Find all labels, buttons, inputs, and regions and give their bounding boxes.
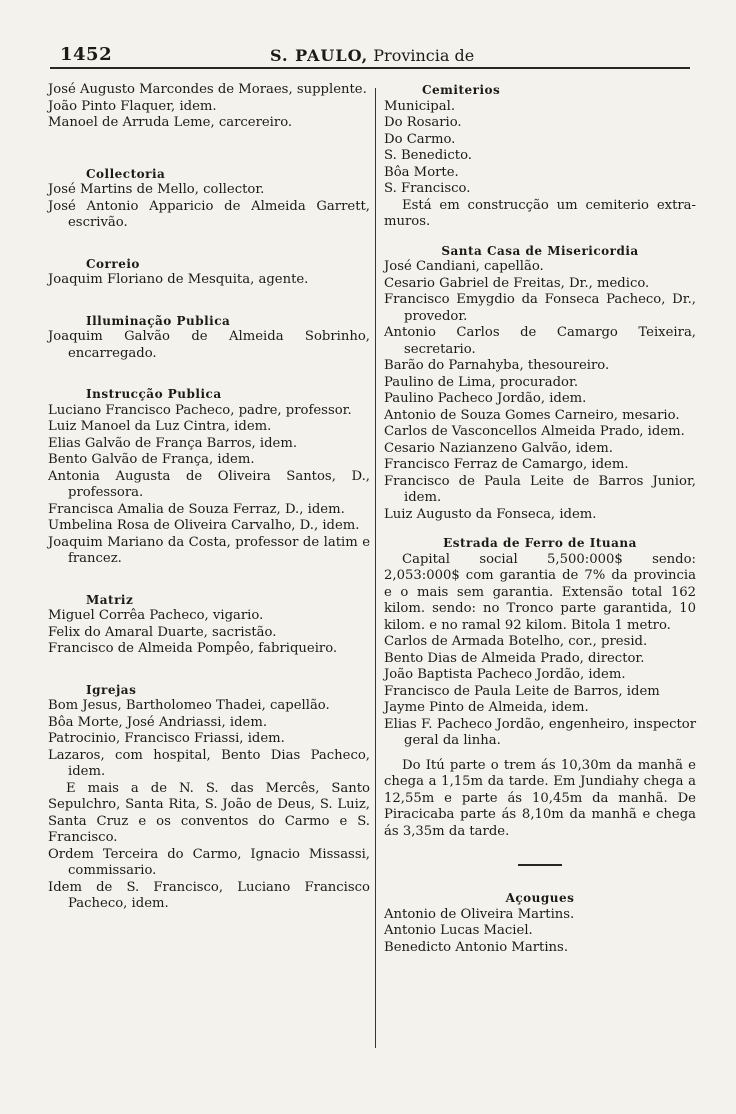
entry: Francisco Ferraz de Camargo, idem.	[384, 457, 629, 472]
section-heading-estrada: Estrada de Ferro de Ituana	[443, 536, 637, 550]
entry: Luciano Francisco Pacheco, padre, professor.	[48, 402, 352, 418]
entry: Carlos de Armada Botelho, cor., presid.	[384, 634, 648, 649]
entry: Elias F. Pacheco Jordão, engenheiro, inspector geral da linha.	[384, 716, 696, 748]
entry: João Pinto Flaquer, idem.	[48, 98, 217, 114]
paragraph: Do Itú parte o trem ás 10,30m da manhã e chega a 1,15m da tarde. Em Jundiahy chega a 12,55m e parte ás 10,45m da manhã. De Piracicaba parte ás 8,10m da manhã e chega ás 3,35m da tarde.	[384, 757, 696, 839]
section-heading-acougues: Açougues	[505, 891, 575, 905]
entry: Francisca Amalia de Souza Ferraz, D., idem.	[48, 501, 345, 517]
left-column	[48, 82, 370, 913]
entry: Umbelina Rosa de Oliveira Carvalho, D., idem.	[48, 518, 360, 533]
entry: Paulino de Lima, procurador.	[384, 374, 579, 390]
running-title	[270, 46, 474, 65]
entry: Barão do Parnahyba, thesoureiro.	[384, 358, 610, 373]
section-heading-igrejas: Igrejas	[86, 682, 137, 697]
entry: Joaquim Mariano da Costa, professor de latim e francez.	[48, 534, 370, 566]
entry: Antonio de Oliveira Martins.	[384, 906, 575, 922]
entry: Patrocinio, Francisco Friassi, idem.	[48, 731, 285, 746]
entry: Lazaros, com hospital, Bento Dias Pacheco, idem.	[48, 747, 370, 779]
entry: Cesario Gabriel de Freitas, Dr., medico.	[384, 275, 650, 291]
entry: Bom Jesus, Bartholomeo Thadei, capellão.	[48, 698, 330, 713]
entry: Bôa Morte, José Andriassi, idem.	[48, 714, 268, 730]
entry: Ordem Terceira do Carmo, Ignacio Missassi, commissario.	[48, 846, 370, 878]
page-number: 1452	[60, 44, 113, 65]
entry: Do Rosario.	[384, 115, 462, 130]
paragraph: Está em construcção um cemiterio extra-muros.	[384, 197, 696, 229]
entry: Paulino Pacheco Jordão, idem.	[384, 391, 587, 406]
section-heading-instrucao: Instrucção Publica	[86, 387, 222, 401]
column-divider	[375, 88, 376, 1048]
entry: Bento Dias de Almeida Prado, director.	[384, 650, 645, 666]
entry: Antonio Lucas Maciel.	[384, 923, 533, 938]
section-heading-collectoria: Collectoria	[86, 166, 166, 181]
entry: Municipal.	[384, 98, 456, 114]
entry: Francisco Emygdio da Fonseca Pacheco, Dr., provedor.	[384, 292, 696, 324]
entry: Jayme Pinto de Almeida, idem.	[384, 700, 589, 715]
entry: Cesario Nazianzeno Galvão, idem.	[384, 440, 613, 456]
entry: S. Benedicto.	[384, 148, 472, 163]
entry: Francisco de Almeida Pompêo, fabriqueiro.	[48, 641, 338, 656]
entry: José Antonio Apparicio de Almeida Garrett, escrivão.	[48, 198, 370, 230]
entry: José Martins de Mello, collector.	[48, 182, 265, 197]
entry: Felix do Amaral Duarte, sacristão.	[48, 624, 277, 640]
entry: Luiz Manoel da Luz Cintra, idem.	[48, 419, 272, 434]
entry: S. Francisco.	[384, 181, 471, 196]
entry: Bento Galvão de França, idem.	[48, 452, 255, 467]
entry: Antonio Carlos de Camargo Teixeira, secretario.	[384, 325, 696, 357]
entry: Do Carmo.	[384, 131, 456, 147]
section-heading-cemiterios: Cemiterios	[422, 83, 501, 97]
entry: Elias Galvão de França Barros, idem.	[48, 435, 298, 451]
entry: Francisco de Paula Leite de Barros Junior, idem.	[384, 473, 696, 505]
entry: José Augusto Marcondes de Moraes, supplente.	[48, 82, 367, 97]
page-header	[60, 44, 680, 68]
entry: José Candiani, capellão.	[384, 259, 544, 274]
entry: Joaquim Galvão de Almeida Sobrinho, encarregado.	[48, 329, 370, 361]
section-heading-iluminacao: Illuminação Publica	[86, 313, 231, 328]
running-title-rest: Provincia de	[373, 46, 475, 65]
entry: Miguel Corrêa Pacheco, vigario.	[48, 608, 264, 623]
entry: Carlos de Vasconcellos Almeida Prado, idem.	[384, 424, 685, 439]
header-rule	[50, 67, 690, 69]
entry: Idem de S. Francisco, Luciano Francisco Pacheco, idem.	[48, 879, 370, 911]
paragraph: Capital social 5,500:000$ sendo: 2,053:000$ com garantia de 7% da provincia e o mais sem garantia. Extensão total 162 kilom. sendo: no Tronco parte garantida, 10 kilom. e no ramal 92 kilom. Bitola 1 metro.	[384, 551, 696, 633]
entry: Francisco de Paula Leite de Barros, idem	[384, 683, 660, 699]
paragraph: E mais a de N. S. das Mercês, Santo Sepulchro, Santa Rita, S. João de Deus, S. Luiz, Santa Cruz e os conventos do Carmo e S. Francisco.	[48, 780, 370, 845]
section-heading-matriz: Matriz	[86, 592, 134, 607]
entry: Antonia Augusta de Oliveira Santos, D., professora.	[48, 468, 370, 500]
entry: Joaquim Floriano de Mesquita, agente.	[48, 272, 309, 287]
section-heading-santa-casa: Santa Casa de Misericordia	[441, 243, 639, 258]
entry: Benedicto Antonio Martins.	[384, 939, 569, 955]
entry: Manoel de Arruda Leme, carcereiro.	[48, 115, 293, 130]
right-column	[384, 82, 696, 956]
entry: Luiz Augusto da Fonseca, idem.	[384, 506, 597, 522]
section-heading-correio: Correio	[86, 256, 140, 271]
entry: João Baptista Pacheco Jordão, idem.	[384, 667, 626, 682]
entry: Antonio de Souza Gomes Carneiro, mesario.	[384, 407, 680, 423]
running-title-province: S. PAULO,	[270, 46, 369, 65]
entry: Bôa Morte.	[384, 164, 459, 180]
